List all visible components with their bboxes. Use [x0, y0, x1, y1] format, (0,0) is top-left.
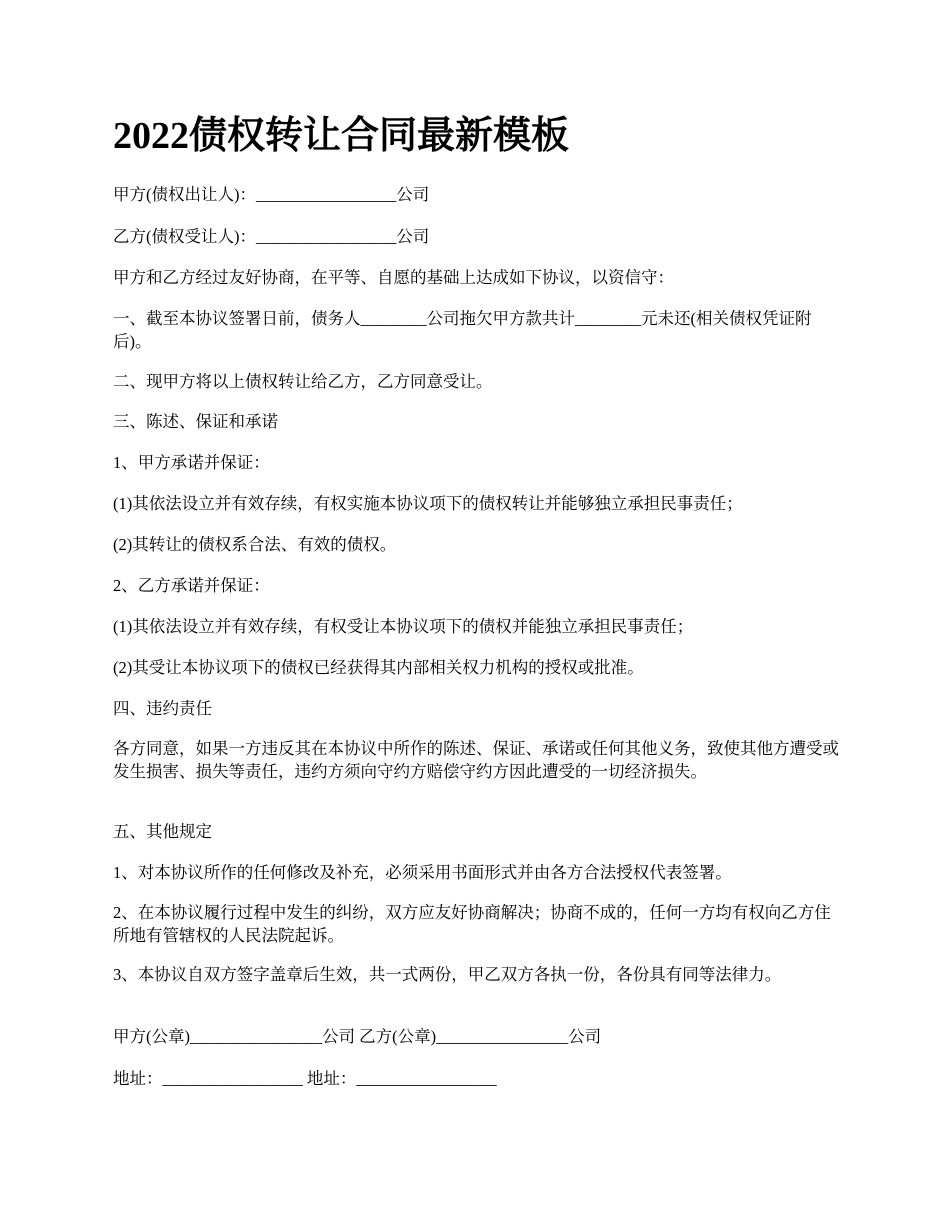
- signature-line: 甲方(公章)________________公司 乙方(公章)________________公司: [113, 1027, 602, 1046]
- party-b-line: 乙方(债权受让人)：_________________公司: [113, 227, 430, 246]
- clause-2: 二、现甲方将以上债权转让给乙方，乙方同意受让。: [113, 372, 493, 391]
- document-title: 2022债权转让合同最新模板: [113, 115, 570, 157]
- party-a-line: 甲方(债权出让人)：_________________公司: [113, 185, 430, 204]
- preamble: 甲方和乙方经过友好协商，在平等、自愿的基础上达成如下协议，以资信守：: [113, 268, 674, 287]
- clause-3-2-2: (2)其受让本协议项下的债权已经获得其内部相关权力机构的授权或批准。: [113, 658, 644, 677]
- clause-5-3: 3、本协议自双方签字盖章后生效，共一式两份，甲乙双方各执一份，各份具有同等法律力。: [113, 965, 782, 984]
- clause-3-1-1: (1)其依法设立并有效存续，有权实施本协议项下的债权转让并能够独立承担民事责任；: [113, 494, 743, 513]
- clause-3-1-2: (2)其转让的债权系合法、有效的债权。: [113, 535, 397, 554]
- clause-3-2-1: (1)其依法设立并有效存续，有权受让本协议项下的债权并能独立承担民事责任；: [113, 617, 694, 636]
- clause-5-1: 1、对本协议所作的任何修改及补充，必须采用书面形式并由各方合法授权代表签署。: [113, 863, 732, 882]
- clause-1: 一、截至本协议签署日前，债务人________公司拖欠甲方款共计________元未还(相关债权凭证附后)。: [113, 309, 812, 351]
- address-line: 地址：_________________ 地址：_________________: [113, 1069, 497, 1088]
- clause-4: 各方同意，如果一方违反其在本协议中所作的陈述、保证、承诺或任何其他义务，致使其他方遭受或发生损害、损失等责任，违约方须向守约方赔偿守约方因此遭受的一切经济损失。: [113, 739, 839, 781]
- section-3-heading: 三、陈述、保证和承诺: [113, 412, 278, 431]
- section-4-heading: 四、违约责任: [113, 699, 212, 718]
- clause-3-2: 2、乙方承诺并保证：: [113, 576, 270, 595]
- clause-5-2: 2、在本协议履行过程中发生的纠纷，双方应友好协商解决；协商不成的，任何一方均有权向乙方住所地有管辖权的人民法院起诉。: [113, 903, 831, 945]
- clause-3-1: 1、甲方承诺并保证：: [113, 453, 270, 472]
- section-5-heading: 五、其他规定: [113, 822, 212, 841]
